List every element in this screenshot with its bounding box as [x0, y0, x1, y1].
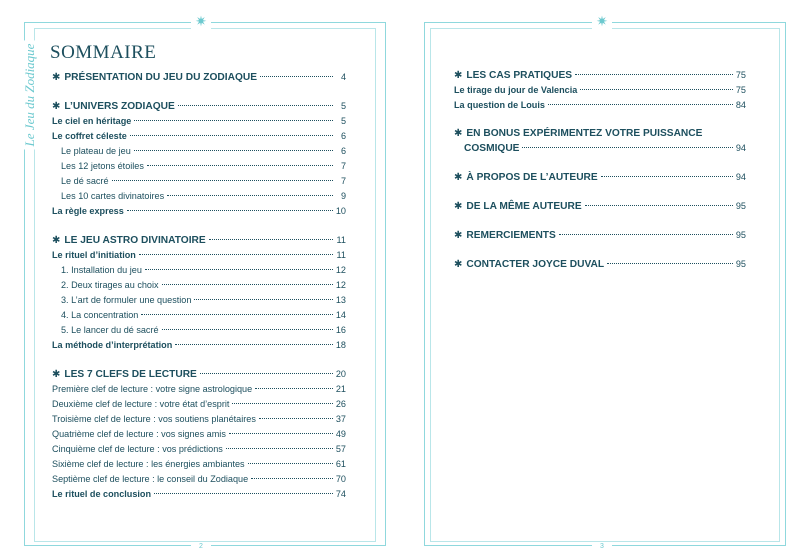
toc-section[interactable]: ✱ PRÉSENTATION DU JEU DU ZODIAQUE 4 [52, 72, 346, 83]
toc-entry[interactable]: Cinquième clef de lecture : vos prédictions 57 [52, 444, 346, 454]
sparkle-icon: ✷ [191, 14, 211, 30]
asterisk-icon: ✱ [454, 230, 463, 241]
toc-section[interactable]: ✱ DE LA MÊME AUTEURE 95 [454, 201, 746, 212]
asterisk-icon: ✱ [454, 201, 463, 212]
toc-chapter[interactable]: Le tirage du jour de Valencia 75 [454, 85, 746, 95]
toc-subentry[interactable]: 3. L’art de formuler une question 13 [61, 295, 346, 305]
toc-section[interactable]: ✱ L’UNIVERS ZODIAQUE 5 [52, 101, 346, 112]
toc-section[interactable]: ✱ LE JEU ASTRO DIVINATOIRE 11 [52, 235, 346, 246]
toc-entry[interactable]: Quatrième clef de lecture : vos signes amis 49 [52, 429, 346, 439]
toc-chapter[interactable]: Le ciel en héritage 5 [52, 116, 346, 126]
toc-chapter[interactable]: La question de Louis 84 [454, 100, 746, 110]
toc-section[interactable]: ✱ EN BONUS EXPÉRIMENTEZ VOTRE PUISSANCE COSMIQUE 94 [454, 128, 746, 154]
sparkle-icon: ✷ [592, 14, 612, 30]
toc-entry[interactable]: Troisième clef de lecture : vos soutiens planétaires 37 [52, 414, 346, 424]
page-title: SOMMAIRE [50, 42, 157, 63]
asterisk-icon: ✱ [52, 72, 61, 83]
toc-subentry[interactable]: 5. Le lancer du dé sacré 16 [61, 325, 346, 335]
toc-entry[interactable]: Deuxième clef de lecture : votre état d’esprit 26 [52, 399, 346, 409]
toc-subentry[interactable]: Les 10 cartes divinatoires 9 [61, 191, 346, 201]
page-number: 3 [592, 543, 612, 550]
toc-section[interactable]: ✱ À PROPOS DE L’AUTEURE 94 [454, 172, 746, 183]
asterisk-icon: ✱ [454, 172, 463, 183]
toc-entry[interactable]: Septième clef de lecture : le conseil du Zodiaque 70 [52, 474, 346, 484]
asterisk-icon: ✱ [52, 235, 61, 246]
toc-section[interactable]: ✱ LES CAS PRATIQUES 75 [454, 70, 746, 81]
toc-section[interactable]: ✱ LES 7 CLEFS DE LECTURE 20 [52, 369, 346, 380]
toc-chapter[interactable]: Le rituel d’initiation 11 [52, 250, 346, 260]
toc-subentry[interactable]: Les 12 jetons étoiles 7 [61, 161, 346, 171]
asterisk-icon: ✱ [454, 128, 463, 139]
toc-chapter[interactable]: Le rituel de conclusion 74 [52, 489, 346, 499]
table-of-contents [52, 70, 346, 502]
running-title: Le Jeu du Zodiaque [20, 40, 40, 150]
asterisk-icon: ✱ [52, 369, 61, 380]
toc-subentry[interactable]: 1. Installation du jeu 12 [61, 265, 346, 275]
page-number: 2 [191, 543, 211, 550]
toc-chapter[interactable]: La méthode d’interprétation 18 [52, 340, 346, 350]
toc-subentry[interactable]: Le dé sacré 7 [61, 176, 346, 186]
toc-subentry[interactable]: Le plateau de jeu 6 [61, 146, 346, 156]
table-of-contents [454, 68, 746, 272]
toc-subentry[interactable]: 2. Deux tirages au choix 12 [61, 280, 346, 290]
asterisk-icon: ✱ [52, 101, 61, 112]
toc-entry[interactable]: Première clef de lecture : votre signe astrologique 21 [52, 384, 346, 394]
asterisk-icon: ✱ [454, 70, 463, 81]
toc-subentry[interactable]: 4. La concentration 14 [61, 310, 346, 320]
toc-section[interactable]: ✱ REMERCIEMENTS 95 [454, 230, 746, 241]
left-page [16, 0, 386, 560]
toc-chapter[interactable]: La règle express 10 [52, 206, 346, 216]
toc-chapter[interactable]: Le coffret céleste 6 [52, 131, 346, 141]
toc-section[interactable]: ✱ CONTACTER JOYCE DUVAL 95 [454, 259, 746, 270]
asterisk-icon: ✱ [454, 259, 463, 270]
toc-entry[interactable]: Sixième clef de lecture : les énergies ambiantes 61 [52, 459, 346, 469]
right-page [420, 0, 790, 560]
